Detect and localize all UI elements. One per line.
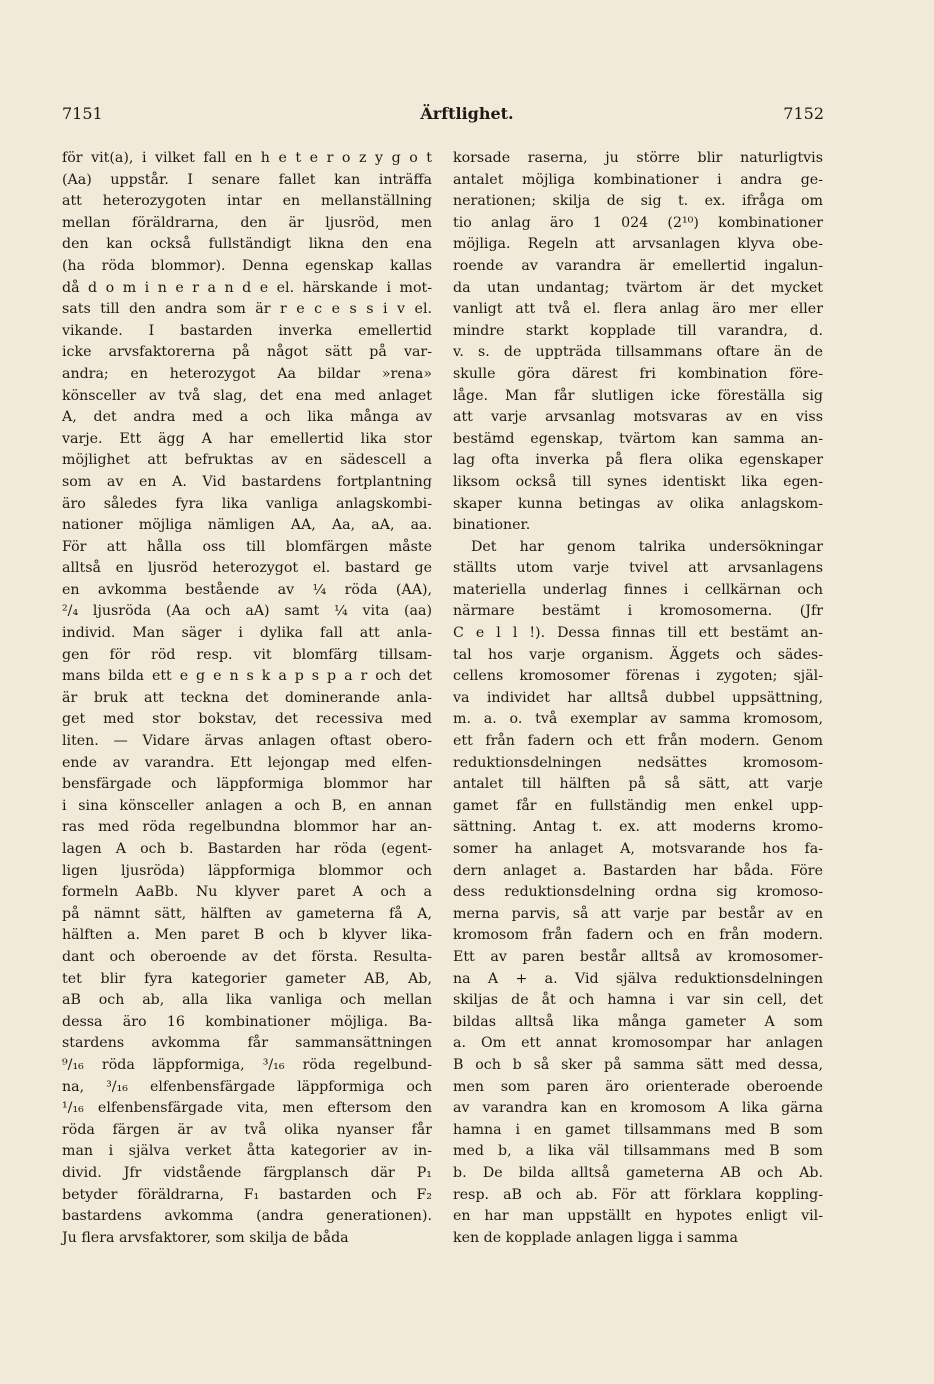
text-line: icke arvsfaktorerna på något sätt på var- [62, 344, 432, 361]
text-line: könsceller av två slag, det ena med anlaget [62, 387, 432, 404]
text-line: A, det andra med a och lika många av [62, 409, 432, 426]
text-line: ställts utom varje tvivel att arvsanlagens [453, 560, 823, 577]
text-line: ²/₄ ljusröda (Aa och aA) samt ¼ vita (aa) [62, 603, 432, 620]
text-line: dess reduktionsdelning ordna sig kromoso- [453, 884, 823, 901]
text-line: mindre starkt kopplade till varandra, d. [453, 322, 823, 339]
text-line: sättning. Antag t. ex. att moderns kromo- [453, 819, 823, 836]
text-line: korsade raserna, ju större blir naturligtvis [453, 150, 823, 166]
text-line: ett från fadern och ett från modern. Genom [453, 733, 823, 750]
text-line: den kan också fullständigt likna den ena [62, 236, 432, 253]
running-header-title: Ärftlighet. [420, 104, 514, 123]
text-line: Ju flera arvsfaktorer, som skilja de båda [62, 1229, 349, 1246]
text-line: da utan undantag; tvärtom är det mycket [453, 279, 823, 296]
text-line: bildas alltså lika många gameter A som [453, 1013, 823, 1030]
text-line: vikande. I bastarden inverka emellertid [62, 322, 432, 339]
text-line: m. a. o. två exemplar av samma kromosom, [453, 711, 823, 728]
text-line: bestämd egenskap, tvärtom kan samma an- [453, 430, 823, 447]
text-line: Det har genom talrika undersökningar [471, 538, 823, 555]
text-line: B och b så sker på samma sätt med dessa, [453, 1056, 823, 1073]
text-line: en har man uppställt en hypotes enligt vil- [453, 1208, 823, 1225]
text-line: na A + a. Vid själva reduktionsdelningen [453, 970, 823, 987]
text-line: somer ha anlaget A, motsvarande hos fa- [453, 841, 823, 857]
text-line: reduktionsdelningen nedsättes kromosom- [453, 754, 823, 771]
text-line: merna parvis, så att varje par består av en [453, 905, 823, 922]
text-line: resp. aB och ab. För att förklara koppling- [453, 1186, 823, 1203]
text-line: med b, a lika väl tillsammans med B som [453, 1143, 823, 1160]
text-line: dern anlaget a. Bastarden har båda. Före [453, 862, 823, 879]
text-line: tio anlag äro 1 024 (2¹⁰) kombinationer [453, 214, 823, 231]
text-line: att varje arvsanlag motsvaras av en viss [453, 409, 823, 426]
text-line: alltså en ljusröd heterozygot el. bastard ge [62, 560, 432, 577]
text-line: na, ³/₁₆ elfenbensfärgade läppformiga och [62, 1078, 432, 1095]
left-text-column [62, 148, 432, 1249]
text-line: skaper kunna betingas av olika anlagskom- [453, 495, 823, 512]
text-line: låge. Man får slutligen icke föreställa sig [453, 387, 823, 404]
page-number-right: 7152 [783, 104, 824, 123]
text-line: en avkomma bestående av ¼ röda (AA), [62, 581, 432, 598]
text-line: bensfärgade och läppformiga blommor har [62, 776, 432, 793]
text-line: roende av varandra är emellertid ingalun- [453, 257, 823, 274]
text-line: b. De bilda alltså gameterna AB och Ab. [453, 1164, 823, 1181]
text-line: dant och oberoende av det första. Resulta- [62, 948, 432, 965]
text-line: va individet har alltså dubbel uppsättning, [453, 689, 823, 706]
text-line: nerationen; skilja de sig t. ex. ifråga om [453, 193, 823, 210]
text-line: tal hos varje organism. Äggets och sädes- [453, 646, 823, 663]
text-line: skulle göra därest fri kombination före- [453, 365, 823, 382]
text-line: lag ofta inverka på flera olika egenskaper [453, 452, 823, 469]
text-line: aB och ab, alla lika vanliga och mellan [62, 992, 432, 1009]
text-line: (Aa) uppstår. I senare fallet kan inträffa [62, 171, 432, 188]
text-line: antalet till hälften på så sätt, att varje [453, 776, 823, 793]
text-line: gamet får en fullständig men enkel upp- [453, 797, 823, 814]
text-line: för vit(a), i vilket fall en h e t e r o z y g o t [62, 150, 432, 166]
text-line: ken de kopplade anlagen ligga i samma [453, 1229, 738, 1246]
text-line: då d o m i n e r a n d e el. härskande i mot- [62, 279, 432, 296]
text-line: ras med röda regelbundna blommor har an- [62, 819, 432, 836]
text-line: materiella underlag finnes i cellkärnan och [453, 581, 823, 598]
text-line: närmare bestämt i kromosomerna. (Jfr [453, 603, 823, 620]
text-line: antalet möjliga kombinationer i andra ge- [453, 171, 823, 188]
text-line: hamna i en gamet tillsammans med B som [453, 1121, 823, 1138]
text-line: på nämnt sätt, hälften av gameterna få A, [62, 905, 432, 922]
text-line: mellan föräldrarna, den är ljusröd, men [62, 214, 432, 231]
text-line: ligen ljusröda) läppformiga blommor och [62, 862, 432, 879]
text-line: hälften a. Men paret B och b klyver lika- [62, 927, 432, 944]
text-line: tet blir fyra kategorier gameter AB, Ab, [62, 970, 432, 987]
text-line: andra; en heterozygot Aa bildar »rena» [62, 365, 432, 382]
text-line: liten. — Vidare ärvas anlagen oftast obero- [62, 733, 432, 750]
text-line: stardens avkomma får sammansättningen [62, 1035, 432, 1052]
text-line: liksom också till synes identiskt lika egen- [453, 473, 823, 490]
text-line: ⁹/₁₆ röda läppformiga, ³/₁₆ röda regelbund- [62, 1056, 432, 1073]
text-line: möjliga. Regeln att arvsanlagen klyva obe- [453, 236, 823, 253]
text-line: individ. Man säger i dylika fall att anla- [62, 625, 432, 642]
text-line: skiljas de åt och hamna i var sin cell, det [453, 992, 823, 1009]
text-line: cellens kromosomer förenas i zygoten; själ- [453, 668, 823, 685]
text-line: vanligt att två el. flera anlag äro mer eller [453, 301, 823, 318]
text-line: dessa äro 16 kombinationer möjliga. Ba- [62, 1013, 432, 1030]
text-line: nationer möjliga nämligen AA, Aa, aA, aa. [62, 517, 432, 534]
text-line: men som paren äro orienterade oberoende [453, 1078, 823, 1095]
text-line: a. Om ett annat kromosompar har anlagen [453, 1035, 823, 1052]
text-line: ¹/₁₆ elfenbensfärgade vita, men eftersom den [62, 1100, 432, 1117]
text-line: get med stor bokstav, det recessiva med [62, 711, 432, 728]
text-line: ende av varandra. Ett lejongap med elfen- [62, 754, 432, 771]
text-line: sats till den andra som är r e c e s s i v el. [62, 301, 432, 318]
text-line: lagen A och b. Bastarden har röda (egent- [62, 841, 432, 857]
text-line: i sina könsceller anlagen a och B, en annan [62, 797, 432, 814]
text-line: C e l l !). Dessa finnas till ett bestämt an- [453, 625, 823, 642]
text-line: v. s. de uppträda tillsammans oftare än de [453, 344, 823, 361]
text-line: är bruk att teckna det dominerande anla- [62, 689, 432, 706]
text-line: Ett av paren består alltså av kromosomer- [453, 948, 823, 965]
page-number-left: 7151 [62, 104, 103, 123]
right-text-column [453, 148, 823, 1249]
text-line: bastardens avkomma (andra generationen). [62, 1208, 432, 1225]
text-line: För att hålla oss till blomfärgen måste [62, 538, 432, 555]
text-line: mans bilda ett e g e n s k a p s p a r och det [62, 668, 432, 685]
text-line: binationer. [453, 517, 531, 534]
text-line: möjlighet att befruktas av en sädescell a [62, 452, 432, 469]
text-line: att heterozygoten intar en mellanställning [62, 193, 432, 210]
text-line: formeln AaBb. Nu klyver paret A och a [62, 884, 432, 901]
text-line: som av en A. Vid bastardens fortplantning [62, 473, 432, 490]
text-line: (ha röda blommor). Denna egenskap kallas [62, 257, 432, 274]
text-line: varje. Ett ägg A har emellertid lika stor [62, 430, 432, 447]
text-line: gen för röd resp. vit blomfärg tillsam- [62, 646, 432, 663]
text-line: divid. Jfr vidstående färgplansch där P₁ [62, 1164, 432, 1181]
text-line: äro således fyra lika vanliga anlagskombi- [62, 495, 432, 512]
text-line: kromosom från fadern och en från modern. [453, 927, 823, 944]
text-line: av varandra kan en kromosom A lika gärna [453, 1100, 823, 1117]
text-line: röda färgen är av två olika nyanser får [62, 1121, 432, 1138]
text-line: betyder föräldrarna, F₁ bastarden och F₂ [62, 1186, 432, 1203]
text-line: man i själva verket åtta kategorier av in- [62, 1143, 432, 1160]
